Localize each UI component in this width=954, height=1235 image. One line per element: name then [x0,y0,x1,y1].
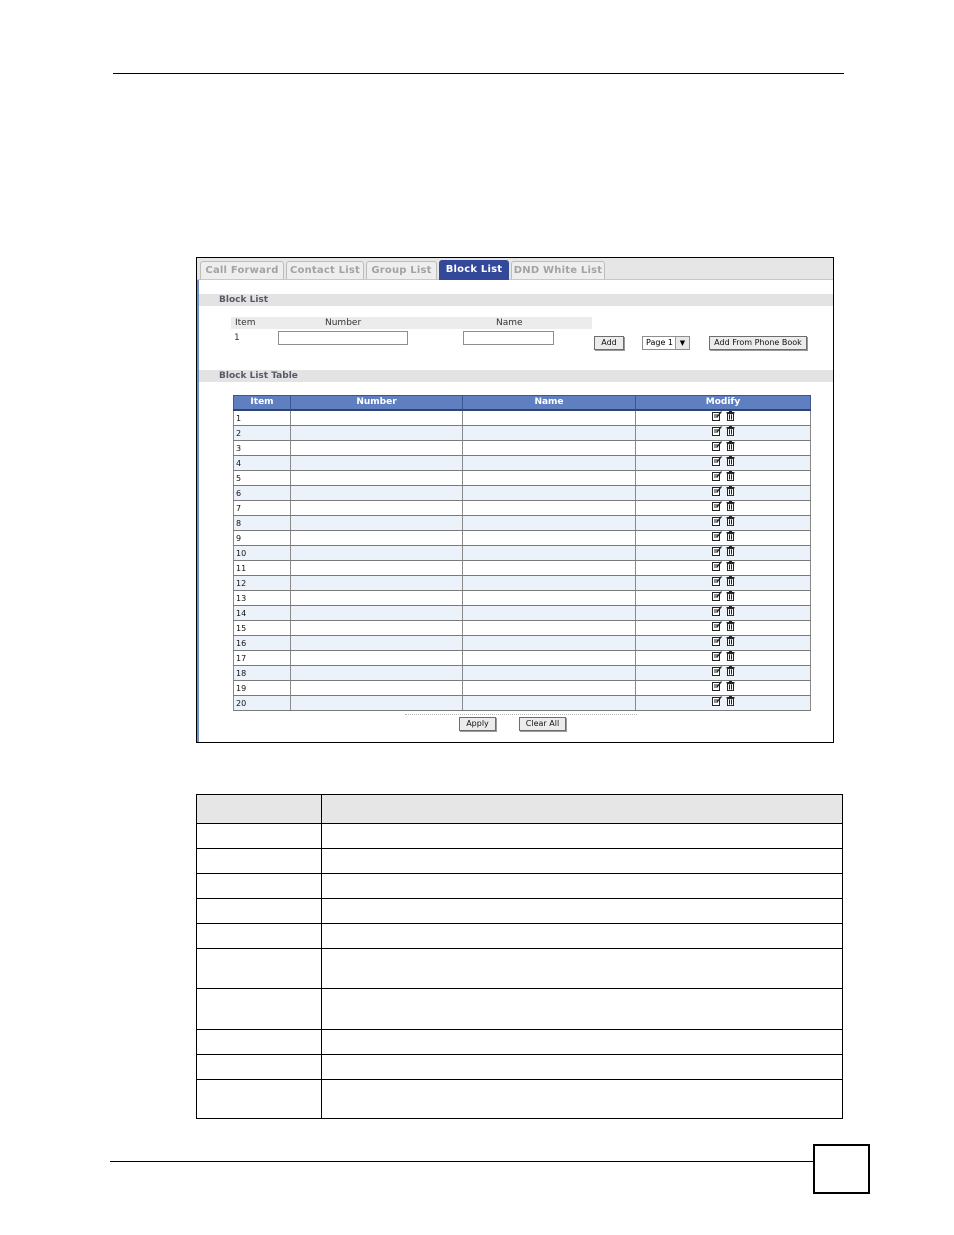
row-name [463,636,636,651]
edit-icon[interactable] [712,411,722,425]
description-cell [322,849,843,874]
description-cell [322,874,843,899]
delete-icon[interactable] [726,516,735,530]
tab-contact-list[interactable]: Contact List [286,261,364,279]
description-cell [322,1080,843,1119]
label-cell [197,824,322,849]
table-header-row [234,396,811,411]
row-name [463,681,636,696]
row-modify [636,561,811,576]
table-row [234,410,811,426]
table-row [234,621,811,636]
row-number [291,531,463,546]
table-row [234,666,811,681]
delete-icon[interactable] [726,471,735,485]
edit-icon[interactable] [712,561,722,575]
tab-bar [197,258,833,280]
row-name [463,471,636,486]
header-name: Name [463,396,636,411]
row-item: 18 [234,666,291,681]
row-number [291,606,463,621]
table-row [234,696,811,711]
row-number [291,651,463,666]
row-modify [636,696,811,711]
row-name [463,501,636,516]
edit-icon[interactable] [712,546,722,560]
row-item: 1 [234,410,291,426]
description-cell [322,924,843,949]
row-name [463,486,636,501]
description-cell [322,1055,843,1080]
chevron-down-icon[interactable]: ▼ [675,337,689,349]
row-item: 9 [234,531,291,546]
label-cell [197,899,322,924]
row-name [463,591,636,606]
delete-icon[interactable] [726,411,735,425]
row-modify [636,456,811,471]
table-row [234,426,811,441]
row-name [463,441,636,456]
description-header-row [197,795,843,824]
row-number [291,636,463,651]
row-item: 11 [234,561,291,576]
row-number [291,666,463,681]
table-row [234,681,811,696]
edit-icon[interactable] [712,651,722,665]
row-item: 5 [234,471,291,486]
row-modify [636,636,811,651]
table-row [234,561,811,576]
row-number [291,486,463,501]
edit-icon[interactable] [712,441,722,455]
block-list-form-header [231,317,592,329]
row-modify [636,651,811,666]
block-list-table-body [234,410,811,711]
row-number [291,621,463,636]
edit-icon[interactable] [712,531,722,545]
delete-icon[interactable] [726,501,735,515]
row-number [291,501,463,516]
header-item: Item [234,396,291,411]
row-item: 13 [234,591,291,606]
row-item: 3 [234,441,291,456]
row-item: 20 [234,696,291,711]
label-cell [197,1055,322,1080]
row-item: 16 [234,636,291,651]
row-item: 12 [234,576,291,591]
row-modify [636,410,811,426]
row-name [463,651,636,666]
delete-icon[interactable] [726,621,735,635]
table-row [234,456,811,471]
description-row [197,1080,843,1119]
add-from-phone-book-button[interactable]: Add From Phone Book [709,336,807,350]
row-number [291,410,463,426]
block-list-section-title: Block List [199,294,833,306]
clear-all-button[interactable]: Clear All [519,717,566,731]
row-modify [636,576,811,591]
edit-icon[interactable] [712,576,722,590]
delete-icon[interactable] [726,441,735,455]
description-row [197,949,843,989]
table-row [234,471,811,486]
description-row [197,1055,843,1080]
delete-icon[interactable] [726,696,735,710]
row-modify [636,471,811,486]
row-name [463,696,636,711]
delete-icon[interactable] [726,486,735,500]
delete-icon[interactable] [726,681,735,695]
row-modify [636,501,811,516]
row-modify [636,531,811,546]
delete-icon[interactable] [726,531,735,545]
row-name [463,561,636,576]
delete-icon[interactable] [726,456,735,470]
add-button[interactable]: Add [594,336,624,350]
label-header-cell [197,795,322,824]
tab-group-list[interactable]: Group List [366,261,437,279]
edit-icon[interactable] [712,516,722,530]
page-select[interactable] [642,336,690,350]
row-name [463,426,636,441]
table-row [234,501,811,516]
row-modify [636,591,811,606]
delete-icon[interactable] [726,666,735,680]
table-row [234,636,811,651]
row-modify [636,486,811,501]
edit-icon[interactable] [712,606,722,620]
row-item: 7 [234,501,291,516]
apply-button[interactable]: Apply [459,717,496,731]
row-item: 8 [234,516,291,531]
row-item: 15 [234,621,291,636]
name-column-label: Name [496,318,523,328]
table-row [234,531,811,546]
row-number [291,516,463,531]
footer-rule [110,1161,814,1162]
label-cell [197,1030,322,1055]
divider [405,714,637,715]
row-name [463,666,636,681]
table-row [234,486,811,501]
table-row [234,606,811,621]
item-number: 1 [234,333,240,343]
row-number [291,546,463,561]
row-item: 14 [234,606,291,621]
number-field[interactable] [278,331,408,345]
edit-icon[interactable] [712,696,722,710]
delete-icon[interactable] [726,561,735,575]
edit-icon[interactable] [712,666,722,680]
description-row [197,924,843,949]
number-column-label: Number [325,318,362,328]
description-row [197,849,843,874]
row-name [463,456,636,471]
row-item: 2 [234,426,291,441]
description-cell [322,949,843,989]
row-modify [636,516,811,531]
row-modify [636,666,811,681]
delete-icon[interactable] [726,636,735,650]
delete-icon[interactable] [726,606,735,620]
description-row [197,989,843,1030]
edit-icon[interactable] [712,621,722,635]
page-select-value: Page 1 [646,338,673,347]
row-name [463,606,636,621]
row-number [291,576,463,591]
edit-icon[interactable] [712,486,722,500]
row-name [463,546,636,561]
row-modify [636,606,811,621]
row-name [463,410,636,426]
edit-icon[interactable] [712,426,722,440]
row-modify [636,546,811,561]
header-number: Number [291,396,463,411]
block-list-table-section-title: Block List Table [199,370,833,382]
edit-icon[interactable] [712,471,722,485]
row-number [291,441,463,456]
description-row [197,899,843,924]
row-item: 19 [234,681,291,696]
description-cell [322,1030,843,1055]
row-modify [636,441,811,456]
tab-block-list[interactable]: Block List [439,260,509,280]
label-cell [197,989,322,1030]
row-modify [636,426,811,441]
block-list-table [233,395,811,711]
label-cell [197,949,322,989]
header-modify: Modify [636,396,811,411]
table-row [234,591,811,606]
delete-icon[interactable] [726,651,735,665]
row-modify [636,621,811,636]
name-field[interactable] [463,331,554,345]
label-cell [197,874,322,899]
delete-icon[interactable] [726,591,735,605]
page-number-box [813,1144,870,1194]
edit-icon[interactable] [712,501,722,515]
row-number [291,591,463,606]
tab-dnd-white-list[interactable]: DND White List [511,261,605,279]
label-cell [197,924,322,949]
row-name [463,576,636,591]
description-row [197,874,843,899]
row-number [291,456,463,471]
row-number [291,426,463,441]
label-cell [197,1080,322,1119]
row-name [463,516,636,531]
tab-call-forward[interactable]: Call Forward [200,261,284,279]
edit-icon[interactable] [712,456,722,470]
delete-icon[interactable] [726,576,735,590]
description-header-cell [322,795,843,824]
item-column-label: Item [235,318,256,328]
field-description-table [196,794,843,1119]
row-number [291,696,463,711]
row-item: 10 [234,546,291,561]
table-row [234,546,811,561]
description-row [197,1030,843,1055]
table-row [234,441,811,456]
row-item: 4 [234,456,291,471]
edit-icon[interactable] [712,636,722,650]
row-item: 17 [234,651,291,666]
description-cell [322,989,843,1030]
edit-icon[interactable] [712,681,722,695]
row-number [291,471,463,486]
table-row [234,516,811,531]
header-rule [113,73,844,74]
edit-icon[interactable] [712,591,722,605]
description-row [197,824,843,849]
row-number [291,681,463,696]
row-name [463,531,636,546]
row-name [463,621,636,636]
delete-icon[interactable] [726,426,735,440]
row-number [291,561,463,576]
label-cell [197,849,322,874]
row-item: 6 [234,486,291,501]
description-cell [322,824,843,849]
table-row [234,576,811,591]
description-cell [322,899,843,924]
block-list-screenshot [196,257,834,743]
delete-icon[interactable] [726,546,735,560]
row-modify [636,681,811,696]
table-row [234,651,811,666]
